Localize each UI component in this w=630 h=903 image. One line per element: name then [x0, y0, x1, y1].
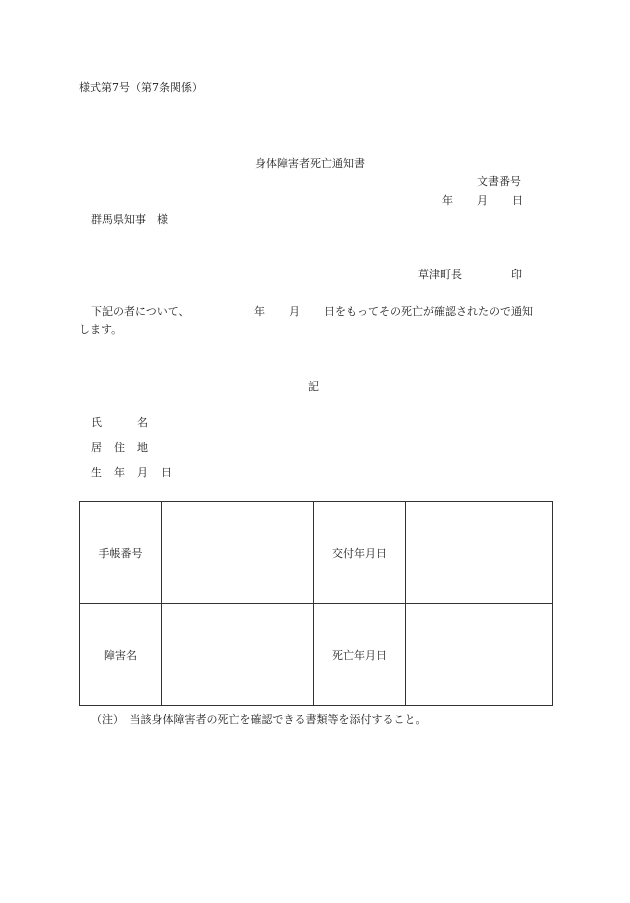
body-year-label: 年	[254, 305, 265, 318]
document-number-label: 文書番号	[477, 175, 521, 188]
issue-date-label: 交付年月日	[314, 502, 406, 604]
field-address-char: 居	[91, 441, 102, 454]
date-day-label: 日	[512, 194, 523, 207]
info-table	[79, 501, 553, 706]
field-address-char: 地	[137, 441, 148, 454]
addressee: 群馬県知事 様	[91, 213, 168, 226]
form-number: 様式第7号（第7条関係）	[79, 81, 203, 94]
field-birthdate-char: 生	[91, 466, 102, 479]
body-line2: します。	[79, 323, 123, 336]
field-birthdate-char: 日	[161, 466, 172, 479]
document-title: 身体障害者死亡通知書	[255, 157, 365, 170]
death-date-label: 死亡年月日	[314, 604, 406, 706]
body-month-label: 月	[289, 305, 300, 318]
field-birthdate-char: 月	[137, 466, 148, 479]
body-suffix: 日をもってその死亡が確認されたので通知	[324, 305, 533, 318]
attachment-note: （注） 当該身体障害者の死亡を確認できる書類等を添付すること。	[91, 713, 427, 726]
field-name-char: 名	[137, 416, 148, 429]
issue-date-cell[interactable]	[406, 502, 553, 604]
field-name-char: 氏	[91, 416, 102, 429]
table-row	[80, 502, 553, 604]
field-birthdate-char: 年	[114, 466, 125, 479]
date-month-label: 月	[477, 194, 488, 207]
date-year-label: 年	[442, 194, 453, 207]
disability-name-label: 障害名	[80, 604, 162, 706]
disability-name-cell[interactable]	[162, 604, 314, 706]
sender-name: 草津町長	[418, 268, 462, 281]
ki-heading: 記	[308, 380, 319, 393]
seal-mark: 印	[511, 268, 522, 281]
body-prefix: 下記の者について、	[91, 305, 190, 318]
handbook-number-label: 手帳番号	[80, 502, 162, 604]
field-address-char: 住	[114, 441, 125, 454]
death-date-cell[interactable]	[406, 604, 553, 706]
table-row	[80, 604, 553, 706]
handbook-number-cell[interactable]	[162, 502, 314, 604]
